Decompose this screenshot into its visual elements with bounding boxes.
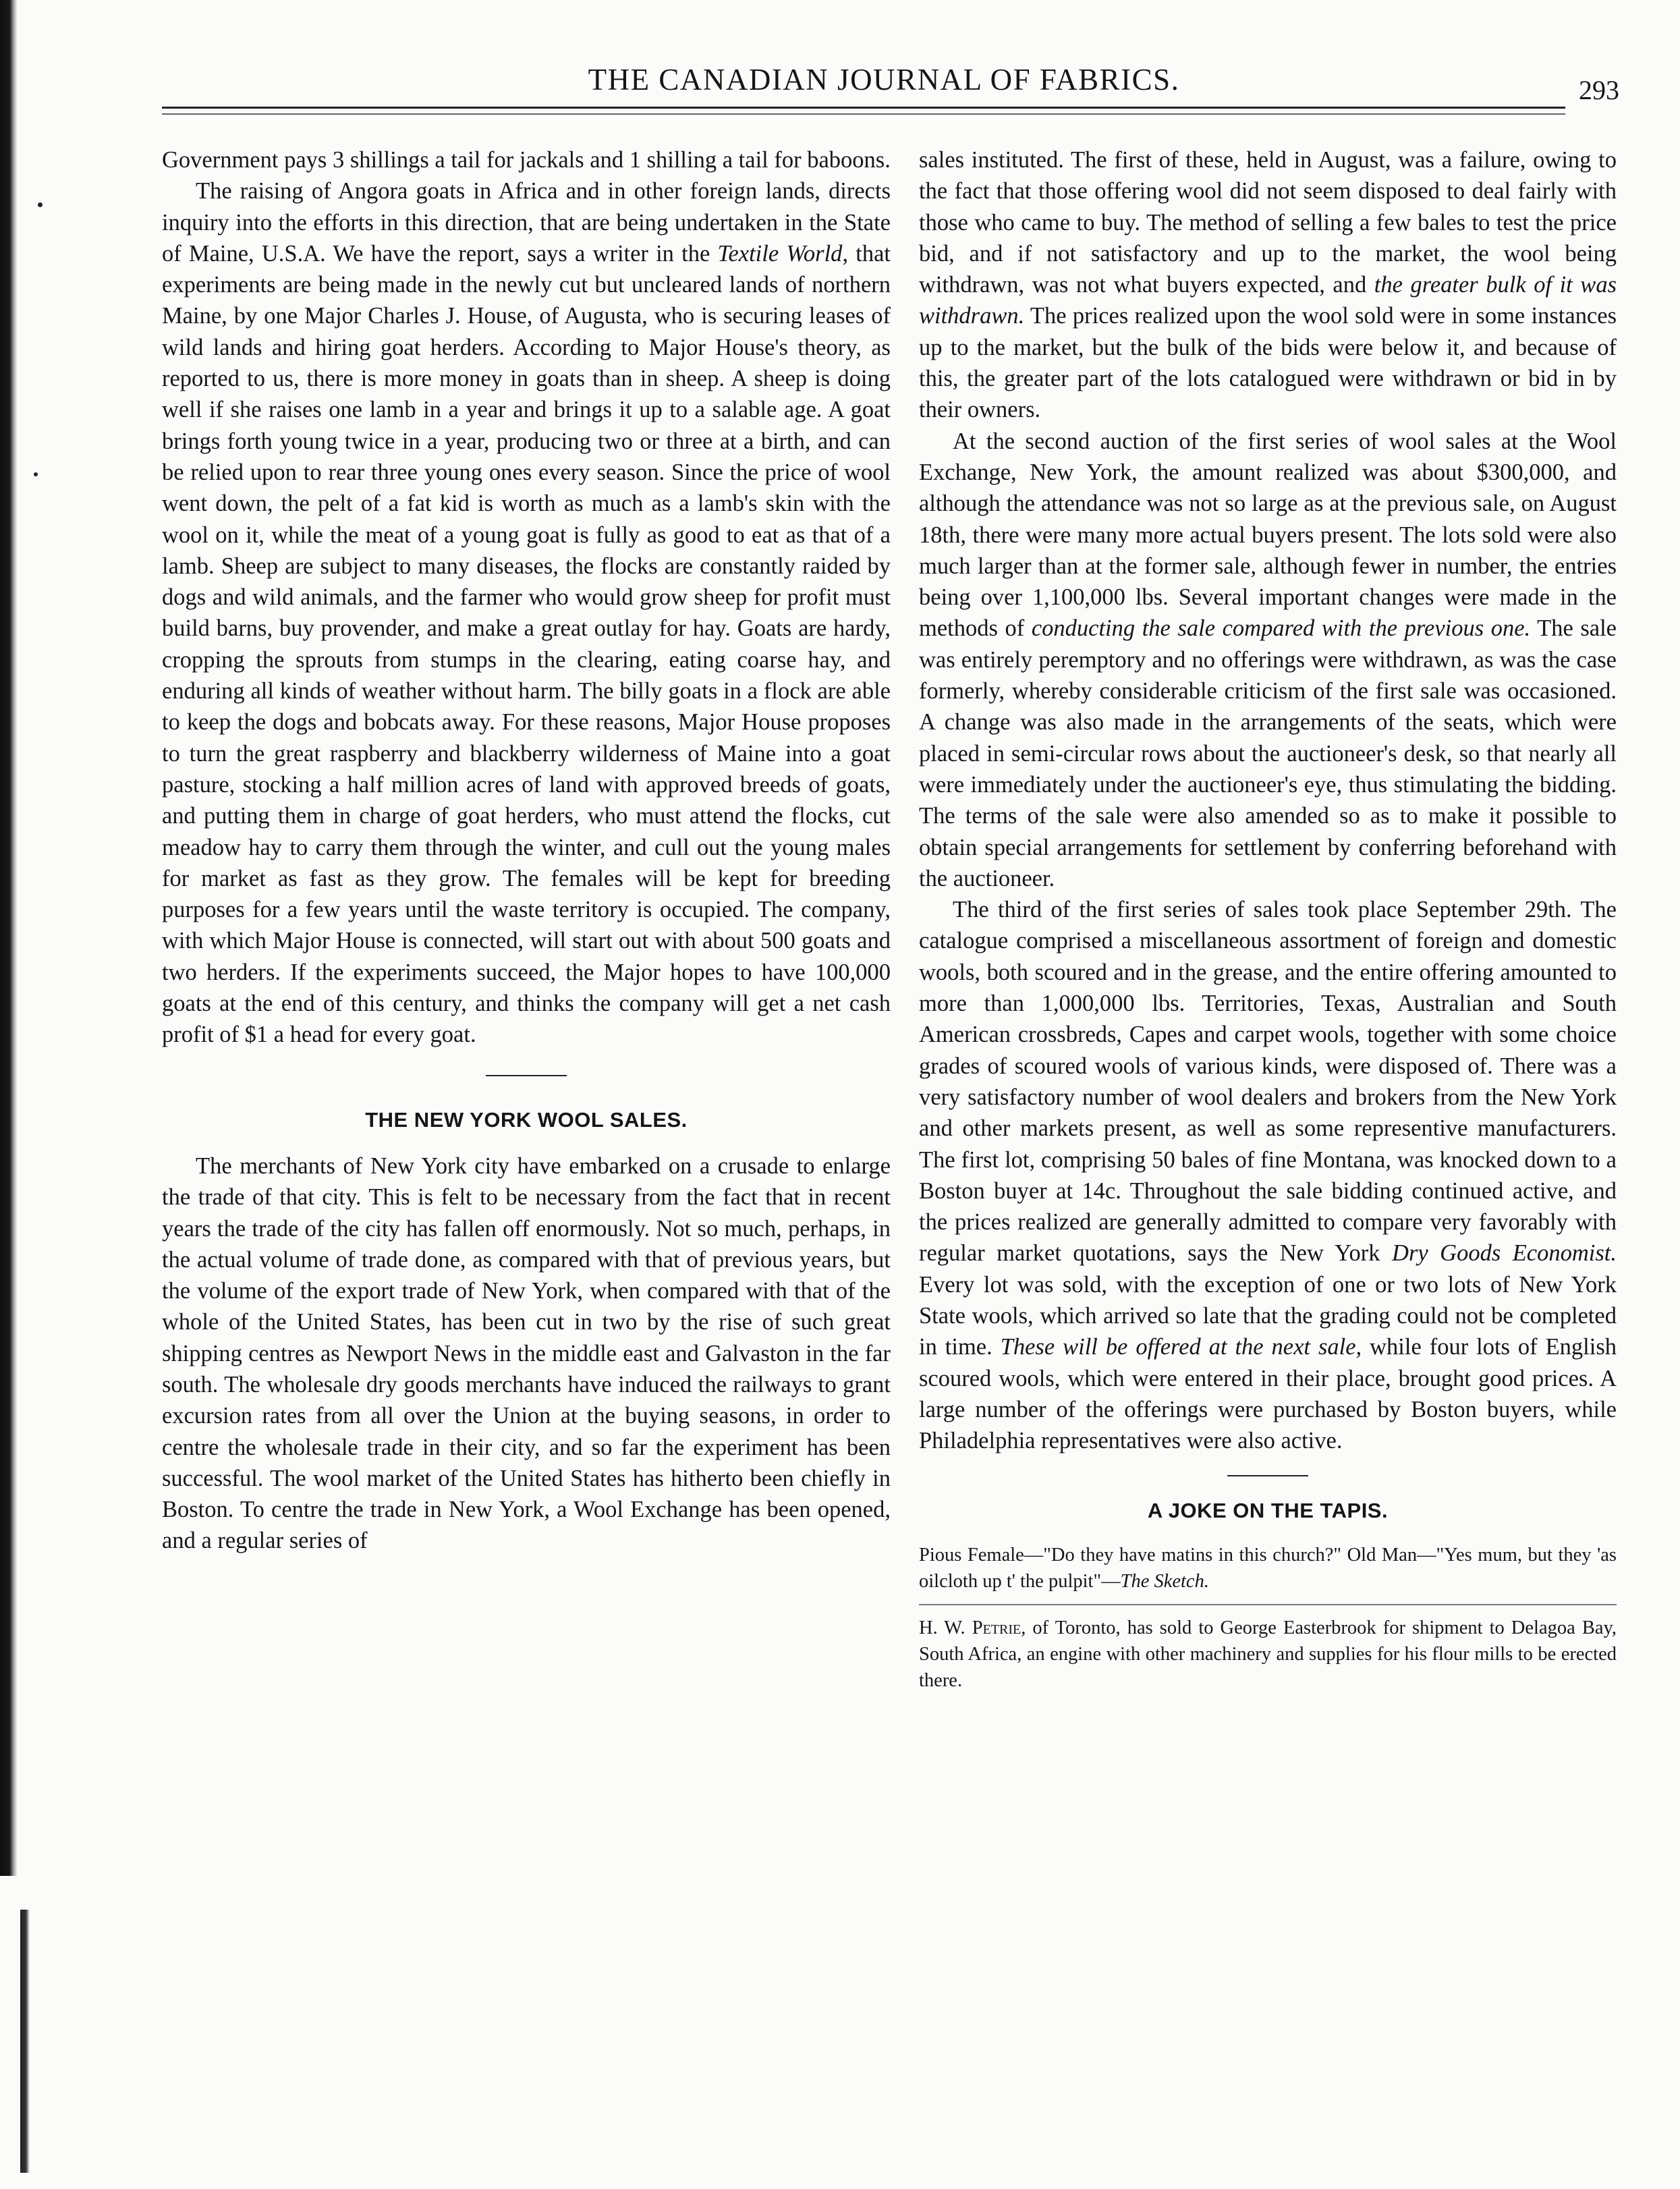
paragraph-third-series: The third of the first series of sales took place September 29th. The catalogue comprised a miscellaneous assortment of foreign and domestic wools, both scoured and in the grease, and the entire offering amounted to more than 1,000,000 lbs. Territories, Texas, Australian and South American crossbreds, Capes and carpet wools, together with some choice grades of scoured wools of various kinds, were disposed of. There was a very satisfactory number of wool dealers and brokers from the New York and other markets present, as well as some representive manufacturers. The first lot, comprising 50 bales of fine Montana, was knocked down to a Boston buyer at 14c. Throughout the sale bidding continued active, and the prices realized are generally admitted to compare very favorably with regular market quotations, says the New York Dry Goods Economist. Every lot was sold, with the exception of one or two lots of New York State wools, which arrived so late that the grading could not be completed in time. These will be offered at the next sale, while four lots of English scoured wools, which were entered in their place, brought good prices. A large number of the offerings were purchased by Boston buyers, while Philadelphia representatives were also active. (919, 897, 1617, 1454)
section-heading: THE NEW YORK WOOL SALES. (365, 1107, 688, 1132)
right-column (919, 144, 1617, 1694)
paragraph-second-auction: At the second auction of the first series of wool sales at the Wool Exchange, New York, the amount realized was about $300,000, and although the attendance was not so large as at the previous sale, on August 18th, there were many more actual buyers present. The lots sold were also much larger than at the former sale, although fewer in number, the entries being over 1,100,000 lbs. Several important changes were made in the methods of conducting the sale compared with the previous one. The sale was entirely peremptory and no offerings were withdrawn, as was the case formerly, whereby considerable criticism of the first sale was occasioned. A change was also made in the arrangements of the seats, which were placed in semi-circular rows about the auctioneer's desk, so that nearly all were immediately under the auctioneer's eye, thus stimulating the bidding. The terms of the sale were also amended so as to make it possible to obtain special arrangements for settlement by conferring beforehand with the auctioneer. (919, 428, 1617, 891)
section-divider (486, 1075, 567, 1076)
paragraph: Government pays 3 shillings a tail for jackals and 1 shilling a tail for baboons. (162, 147, 891, 173)
page-number: 293 (1579, 75, 1619, 105)
scan-speck (38, 202, 43, 207)
paragraph-wool-sales: The merchants of New York city have embarked on a crusade to enlarge the trade of that city. This is felt to be necessary from the fact that in recent years the trade of the city has fallen off enormously. Not so much, perhaps, in the actual volume of trade done, as compared with that of previous years, but the volume of the export trade of New York, when compared with that of the whole of the United States, has been cut in two by the rise of such great shipping centres as Newport News in the middle east and Galvaston in the far south. The wholesale dry goods merchants have induced the railways to grant excursion rates from all over the Union at the buying seasons, in order to centre the wholesale trade in their city, and so far the experiment has been successful. The wool market of the United States has hitherto been chiefly in Boston. To centre the trade in New York, a Wool Exchange has been opened, and a regular series of (162, 1153, 891, 1554)
section-divider (1227, 1475, 1308, 1476)
binding-edge-shadow (0, 0, 18, 1876)
header-rule-bottom (162, 113, 1565, 115)
binding-edge-shadow-lower (20, 1910, 30, 2173)
news-note: H. W. Petrie, of Toronto, has sold to George Easterbrook for shipment to Delagoa Bay, South Africa, an engine with other machinery and supplies for his flour mills to be erected there. (919, 1617, 1617, 1691)
paragraph-angora-goats: The raising of Angora goats in Africa and in other foreign lands, directs inquiry into the efforts in this direction, that are being undertaken in the State of Maine, U.S.A. We have the report, says a writer in the Textile World, that experiments are being made in the newly cut but uncleared lands of northern Maine, by one Major Charles J. House, of Augusta, who is securing leases of wild lands and hiring goat herders. According to Major House's theory, as reported to us, there is more money in goats than in sheep. A sheep is doing well if she raises one lamb in a year and brings it up to a salable age. A goat brings forth young twice in a year, producing two or three at a birth, and can be relied upon to rear three young ones every season. Since the price of wool went down, the pelt of a fat kid is worth as much as a lamb's skin with the wool on it, while the meat of a young goat is fully as good to eat as that of a lamb. Sheep are subject to many diseases, the flocks are constantly raided by dogs and wild animals, and the farmer who would grow sheep for profit must build barns, buy provender, and make a great outlay for hay. Goats are hardy, cropping the sprouts from stumps in the clearing, eating coarse hay, and enduring all kinds of weather without harm. The billy goats in a flock are able to keep the dogs and bobcats away. For these reasons, Major House proposes to turn the great raspberry and blackberry wilderness of Maine into a goat pasture, stocking a half million acres of land with approved breeds of goats, and putting them in charge of goat herders, who must attend the flocks, cut meadow hay to carry them through the winter, and cull out the young males for market as fast as they grow. The females will be kept for breeding purposes for a few years until the waste territory is occupied. The company, with which Major House is connected, will start out with about 500 goats and two herders. If the experiments succeed, the Major hopes to have 100,000 goats at the end of this century, and thinks the company will get a net cash profit of $1 a head for every goat. (162, 178, 891, 1048)
running-title: THE CANADIAN JOURNAL OF FABRICS. (588, 63, 1180, 96)
page-header (162, 62, 1619, 105)
paragraph: sales instituted. The first of these, held in August, was a failure, owing to the fact that those offering wool did not seem disposed to deal fairly with those who came to buy. The method of selling a few bales to test the price bid, and if not satisfactory and up to the market, the wool being withdrawn, was not what buyers expected, and the greater bulk of it was withdrawn. The prices realized upon the wool sold were in some instances up to the market, but the bulk of the bids were below it, and because of this, the greater part of the lots catalogued were withdrawn or bid in by their owners. (919, 147, 1617, 423)
publication-title: Textile World (717, 240, 843, 267)
header-rule-top (162, 107, 1565, 109)
joke-paragraph: Pious Female—"Do they have matins in this church?" Old Man—"Yes mum, but they 'as oilcloth up t' the pulpit"—The Sketch. (919, 1544, 1617, 1592)
scan-speck (34, 472, 38, 476)
section-divider (919, 1604, 1617, 1605)
section-heading: A JOKE ON THE TAPIS. (1147, 1499, 1389, 1523)
publication-title: Dry Goods Economist. (1392, 1240, 1617, 1267)
person-name: H. W. Petrie (919, 1617, 1021, 1638)
left-column (162, 144, 891, 1557)
publication-title: The Sketch. (1120, 1570, 1209, 1592)
